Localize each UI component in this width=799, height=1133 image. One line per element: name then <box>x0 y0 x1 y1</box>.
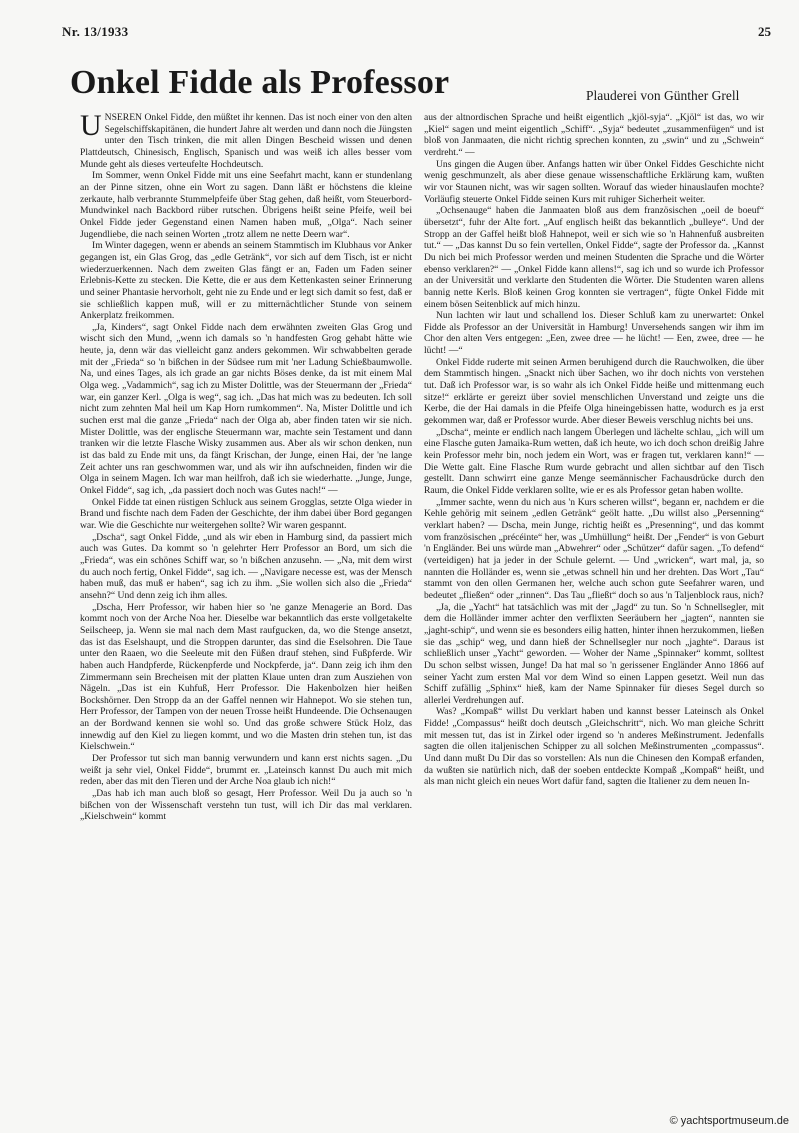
page-number: 25 <box>758 24 771 39</box>
text-column-right <box>424 112 764 1112</box>
paragraph: „Immer sachte, wenn du nich aus 'n Kurs scheren willst“, begann er, nachdem er die Kehle gehörig mit seinem „edlen Getränk“ geölt hatte. „Du willst also „Persenning“ verklart haben? — Dscha, mein Junge, richtig heißt es „Presenning“, und das kommt vom französischen „précéinte“ her, was „Umhüllung“ heißt. Der „Fender“ is von Geburt 'n Engländer. Bei uns würde man „Abwehrer“ oder „Schützer“ dafür sagen. „To defend“ (verteidigen) hat ja jeder in der Schule gelernt. — Und „wricken“, wart mal, ja, so nannten die Holländer es, wenn sie „etwas schnell hin und her drehten. Das Wort „Tau“ stammt von den ollen Germanen her, welche auch schon gute Seefahrer waren, und bedeutet „fließen“ oder „rinnen“. Das Tau „fließt“ doch so aus 'n Taljenblock raus, nich? <box>424 496 764 601</box>
paragraph: aus der altnordischen Sprache und heißt eigentlich „kjöl-syja“. „Kjöl“ ist das, wo wir „Kiel“ sagen und meint eigentlich „Schiff“. „Syja“ bedeutet „zusammenfügen“ und ist bloß von Janmaaten, die nicht richtig sprechen konnten, zu „swin“ und zu „Schwein“ verdreht.“ — <box>424 112 764 158</box>
paragraph <box>80 112 412 170</box>
copyright-credit: © yachtsportmuseum.de <box>669 1115 789 1127</box>
paragraph: „Ochsenauge“ haben die Janmaaten bloß aus dem französischen „oeil de boeuf“ übersetzt“, fuhr der Alte fort. „Auf englisch heißt das bekanntlich „bulleye“. Und der Stropp an der Gaffel heißt bloß Hahnepot, weil er sich wie so 'n Hahnenfuß ausbreiten tut.“ — „Das kannst Du so fein vertellen, Onkel Fidde“, sagte der Professor da. „Kannst Du nich bei mich Professor werden und meinen Studenten die Sprache und die Wörter ebenso verklaren?“ — „Onkel Fidde kann allens!“, sag ich und so wurde ich Professor an der Universität und verklarte den Studenten die Wörter. Die Studenten waren allens bannig nette Kerls. Bloß keinen Grog konnten sie vertragen“, fügte Onkel Fidde mit einem bösen Seitenblick auf mich hinzu. <box>424 205 764 310</box>
paragraph: Im Sommer, wenn Onkel Fidde mit uns eine Seefahrt macht, kann er stundenlang an der Pinne sitzen, ohne ein Wort zu sagen. Dann läßt er höchstens die kleine zerkaute, halb verbrannte Stummelpfeife über Stag gehen, daß heißt, vom Steuerbord-Mundwinkel nach Backbord rüber rutschen. Übrigens heißt seine Pfeife, weil bei Onkel Fidde jeder Gegenstand einen Namen haben muß, „Olga“. Nach seiner Jugendliebe, die nach seinen Worten „trotz allem ne nette Deern war“. <box>80 170 412 240</box>
paragraph: Was? „Kompaß“ willst Du verklart haben und kannst besser Lateinsch als Onkel Fidde! „Compassus“ heißt doch deutsch „Gleichschritt“, nich. Wo man gleiche Schritt mit messen tut, das ist in Zirkel oder irgend so 'n anderes Meßinstrument. Jedenfalls sagten die ollen italjenischen Schipper zu all solchen Meßinstrumenten „compassus“. Und dann mußt Du Dir das so vorstellen: Als nun die Chinesen den Kompaß erfanden, da wußten sie natürlich nich, daß der soeben entdeckte Kompaß „Kompaß“ heißt, und als man nicht gleich ein neues Wort dafür fand, sagten die Italiener zu dem neuen In- <box>424 706 764 788</box>
article-byline: Plauderei von Günther Grell <box>586 88 740 103</box>
paragraph: Onkel Fidde ruderte mit seinen Armen beruhigend durch die Rauchwolken, die über dem Stammtisch hingen. „Snackt nich über Sachen, wo ihr doch nichts von verstehen tut. Daß ich Professor war, is so wahr als ich Onkel Fidde heiße und mittenmang euch sitze!“ erklärte er gereizt über soviel menschlichen Unverstand und zeigte uns die Kerbe, die der Hai damals in die Pfeife Olga hineingebissen hatte, wodurch es ja erst gekommen war, daß er Professor wurde. Aber dieser Beweis verschlug nichts bei uns. <box>424 356 764 427</box>
paragraph: „Dscha“, sagt Onkel Fidde, „und als wir eben in Hamburg sind, da passiert mich auch was Gutes. Da kommt so 'n gelehrter Herr Professor an Bord, um sich die „Frieda“, was ein schönes Schiff war, so 'n bißchen anzusehn. — „Na, mit dem wirst du auch noch fertig, Onkel Fidde“, sag ich. — „Navigare necesse est, was der Mensch haben muß, das muß er haben“, sag ich zu ihm. „Sie wollen sich also die „Frieda“ ansehn?“ Und denn zeig ich ihm alles. <box>80 531 412 601</box>
paragraph: Im Winter dagegen, wenn er abends an seinem Stammtisch im Klubhaus vor Anker gegangen ist, ein Glas Grog, das „edle Getränk“, vor sich auf dem Tisch, ist er nicht wiederzuerkennen. Nach dem zweiten Glas fängt er an, Faden um Faden seiner Erlebnis-Kette zu stecken. Die Kette, die er aus dem Kettenkasten seiner Erinnerung und seiner Phantasie hervorholt, geht nie zu Ende und er legt sich damit so fest, daß er sie schließlich kappen muß, will er zu mitternächtlicher Stunde von seinem Ankerplatz freikommen. <box>80 240 412 322</box>
text-column-left <box>80 112 412 1112</box>
paragraph: „Dscha, Herr Professor, wir haben hier so 'ne ganze Menagerie an Bord. Das kommt noch von der Arche Noa her. Dieselbe war bekanntlich das erste vollgetakelte Seilscheep, ja. Wenn sie mal nach dem Mast raufgucken, da, wo die Stenge ansetzt, das ist das Eselshaupt, und die Stroppen darunter, das sind die Eselsohren. Die Taue unter den Raaen, wo die Seeleute mit den Füßen drauf stehen, sind Fußpferde. Wir haben auch Handpferde, Rückenpferde und Nockpferde, ja“. Dann zeig ich ihm den Zimmermann sein Brecheisen mit der platten Klaue unten dran zum Ausziehen von Nägeln. „Das ist ein Kuhfuß, Herr Professor. Die Hakenbolzen hier heißen Bockshörner. Den Stropp da an der Gaffel nennen wir Hahnepot. Wo sie stehen tun, Herr Professor, der Tampen von der neuen Trosse heißt Hundeende. Die Ochsenaugen an der Bordwand kennen sie wohl so. Und das große schwere Stück Holz, das innewdig auf den Kiel zu liegen kommt, und wo die Masten drin stehen tun, ist das Kielschwein.“ <box>80 601 412 753</box>
issue-number: Nr. 13/1933 <box>62 24 129 39</box>
drop-cap: U <box>80 112 102 142</box>
paragraph: „Das hab ich man auch bloß so gesagt, Herr Professor. Weil Du ja auch so 'n bißchen von der Wissenschaft verstehn tun tust, will ich Dir das mal verklaren. „Kielschwein“ kommt <box>80 788 412 823</box>
paragraph: Der Professor tut sich man bannig verwundern und kann erst nichts sagen. „Du weißt ja sehr viel, Onkel Fidde“, brummt er. „Lateinsch kannst Du auch mit mich reden, aber das mit den Tieren und der Arche Noa glaub ich nich!“ <box>80 753 412 788</box>
article-title: Onkel Fidde als Professor <box>70 64 450 101</box>
paragraph: Onkel Fidde tat einen rüstigen Schluck aus seinem Grogglas, setzte Olga wieder in Brand und fischte nach dem Faden der Geschichte, der ihm dabei über Bord gegangen war. Wie die Geschichte nur weitergehen sollte? Wir waren gespannt. <box>80 496 412 531</box>
paragraph: „Ja, die „Yacht“ hat tatsächlich was mit der „Jagd“ zu tun. So 'n Schnellsegler, mit dem die Holländer immer achter den verflixten Seeräubern her „jagten“, nannten sie „jaght-schip“, und wenn sie es besonders eilig hatten, hinter ihnen herzukommen, ließen sie das „schip“ weg, und dann hieß der Schnellsegler nur noch „jaghte“. Daraus ist schließlich unser „Yacht“ geworden. — Woher der Name „Spinnaker“ kommt, solltest Du schon selbst wissen, Junge! Da hat mal so 'n gerissener Engländer Anno 1866 auf seiner Yacht zum ersten Mal vor dem Wind so einen Lappen gesetzt. Weil nun das Schiff zufällig „Sphinx“ hieß, kam der Name Spinnaker für dieses Segel durch so allerlei Verdrehungen auf. <box>424 601 764 706</box>
paragraph-text: NSEREN Onkel Fidde, den müßtet ihr kennen. Das ist noch einer von den alten Segelschiffskapitänen, die hundert Jahre alt werden und dann noch die Jüngsten unter den Tisch trinken, die mit allen Dingen Bescheid wissen und denen Plattdeutsch, Chinesisch, Englisch, Spanisch und was weiß ich alles besser vom Munde geht als dieses verteufelte Hochdeutsch. <box>80 112 412 170</box>
paragraph: Nun lachten wir laut und schallend los. Dieser Schluß kam zu unerwartet: Onkel Fidde als Professor an der Universität in Hamburg! Unversehends sangen wir ihm im Chor den alten Vers entgegen: „Een, zwee dree — he lücht! — Een, zwee, dree — he lücht! —“ <box>424 310 764 357</box>
paragraph: „Ja, Kinders“, sagt Onkel Fidde nach dem erwähnten zweiten Glas Grog und wischt sich den Mund, „wenn ich damals so 'n handfesten Grog gehabt hätte wie heute, ja, denn wär das vielleicht ganz anders gekommen. Wir schwabbelten gerade mit der „Frieda“ so 'n bißchen in der Südsee rum mit 'ner Ladung Schießbaumwolle. Na, und eines Tages, als ich grade an gar nichts Böses denke, da ist mit einem Mal Olga weg. „Vadammich“, sag ich zu Mister Dolittle, was der Steuermann der „Frieda“ war, ein ganzer Kerl. „Olga is weg“, sag ich. „Das hat mich was zu bedeuten. Ich soll nicht zum zehnten Mal heil um Kap Horn rumkommen“. Na, Mister Dolittle und ich suchen erst mal die ganze „Frieda“ nach der Olga ab, aber finden taten wir sie nich. Mister Dolittle, was der englische Steuermann war, machte sein Testament und dann tranken wir die letzte Flasche Wisky zusammen aus. Aber als wir schon denken, nun ist das bald zu Ende mit uns, da fängt Krischan, der Junge, einen Hai, der 'ne lange Zeit achter uns ran geschwommen war, und als wir ihn aufschneiden, finden wir die Olga in seinem Magen. Ich war man heilfroh, daß ich sie wiederhatte. „Junge, Junge, Onkel Fidde“, sag ich, „da passiert doch noch was Gutes nach!“ — <box>80 321 412 496</box>
paragraph: Uns gingen die Augen über. Anfangs hatten wir über Onkel Fiddes Geschichte nicht wenig geschmunzelt, als aber diese genaue wissenschaftliche Erklärung kam, wußten wir vor Staunen nicht, was wir sagen sollten. Worauf das wieder hinauslaufen mochte? Vorläufig steuerte Onkel Fidde seinen Kurs mit ruhiger Sicherheit weiter. <box>424 158 764 205</box>
paragraph: „Dscha“, meinte er endlich nach langem Überlegen und lächelte schlau, „ich will um eine Flasche guten Jamaika-Rum wetten, daß ich heute, wo ich doch schon dreißig Jahre kein Professor mehr bin, noch jedem ein Wort, was er fragen tut, verklaren kann!“ — Die Wette galt. Eine Flasche Rum wurde gebracht und allen sichtbar auf den Tisch gestellt. Dann schwirrt eine ganze Menge seemännischer Fachausdrücke durch den Raum, die Onkel Fidde verklaren sollte, wie er es als Professor getan haben wollte. <box>424 426 764 496</box>
